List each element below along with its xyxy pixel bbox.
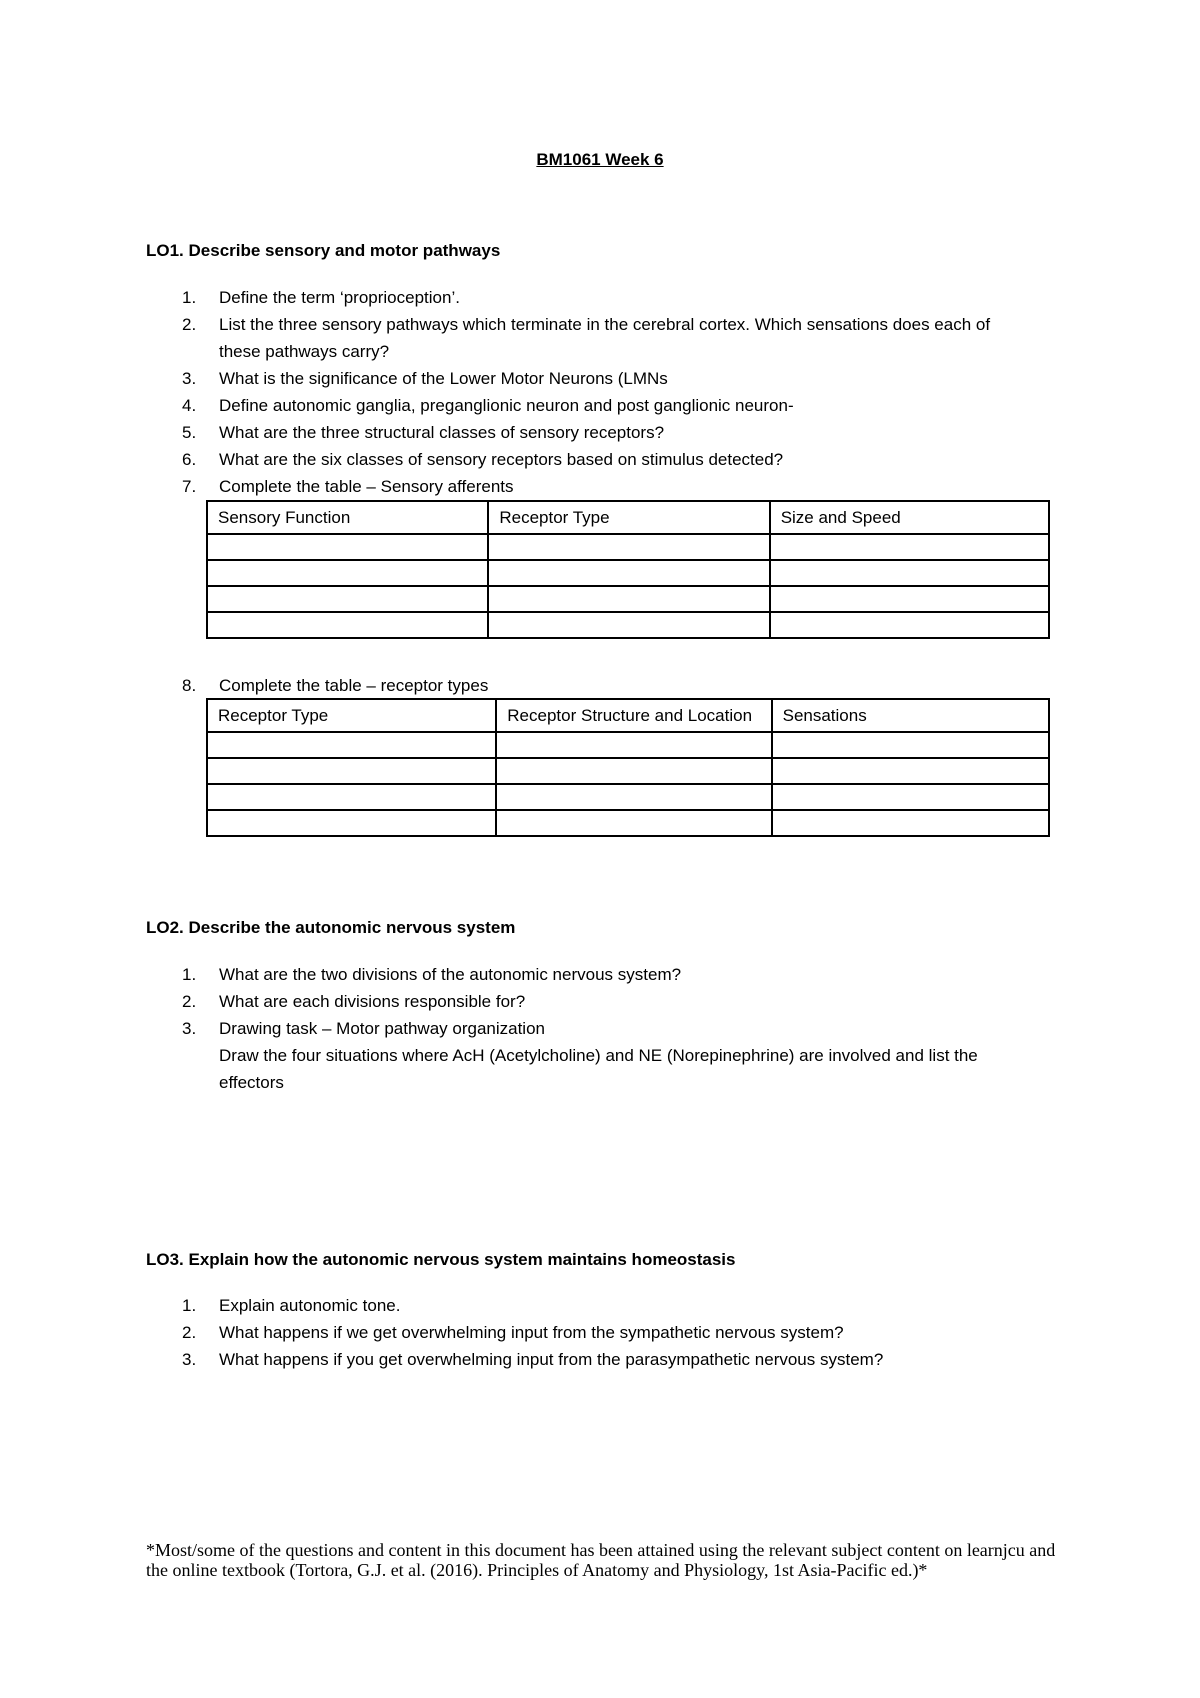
question-text: What are each divisions responsible for? <box>219 992 526 1011</box>
table-row <box>207 810 1049 836</box>
lo2-heading: LO2. Describe the autonomic nervous system <box>146 918 516 937</box>
table-cell[interactable] <box>772 784 1049 810</box>
table-cell[interactable] <box>207 612 488 638</box>
question-text: What happens if we get overwhelming input from the sympathetic nervous system? <box>219 1323 844 1342</box>
question-detail: Draw the four situations where AcH (Acetylcholine) and NE (Norepinephrine) are involved and list the effectors <box>219 1046 978 1092</box>
table-header-cell: Sensory Function <box>207 501 488 534</box>
table-cell[interactable] <box>770 586 1049 612</box>
table-cell[interactable] <box>772 758 1049 784</box>
receptor-types-table <box>206 698 1050 837</box>
question-number: 8. <box>182 676 197 695</box>
question-text: Explain autonomic tone. <box>219 1296 401 1315</box>
list-item <box>146 1319 1046 1346</box>
list-item <box>146 446 1046 473</box>
table-cell[interactable] <box>207 586 488 612</box>
table-row <box>207 534 1049 560</box>
table-header-cell: Sensations <box>772 699 1049 732</box>
list-item <box>146 284 1046 311</box>
table-header-cell: Receptor Type <box>207 699 496 732</box>
question-number: 5. <box>182 423 197 442</box>
sensory-afferents-table <box>206 500 1050 639</box>
lo1-question-list <box>146 284 1046 500</box>
table-row <box>207 784 1049 810</box>
question-number: 4. <box>182 396 197 415</box>
list-item <box>146 1292 1046 1319</box>
question-number: 6. <box>182 450 197 469</box>
list-item <box>146 392 1046 419</box>
question-text: Complete the table – receptor types <box>219 676 489 695</box>
table-cell[interactable] <box>496 758 771 784</box>
lo3-question-list <box>146 1292 1046 1373</box>
table-header-cell: Receptor Type <box>488 501 769 534</box>
question-number: 7. <box>182 477 197 496</box>
table-cell[interactable] <box>207 810 496 836</box>
question-number: 1. <box>182 965 197 984</box>
question-number: 2. <box>182 992 197 1011</box>
table-cell[interactable] <box>488 586 769 612</box>
question-number: 2. <box>182 315 197 334</box>
table-cell[interactable] <box>207 784 496 810</box>
question-text: Complete the table – Sensory afferents <box>219 477 514 496</box>
table-cell[interactable] <box>207 732 496 758</box>
table-cell[interactable] <box>770 560 1049 586</box>
table-cell[interactable] <box>488 612 769 638</box>
list-item <box>146 961 1046 988</box>
table-row <box>207 612 1049 638</box>
question-text: What are the three structural classes of sensory receptors? <box>219 423 665 442</box>
lo2-question-list <box>146 961 1046 1096</box>
table-cell[interactable] <box>488 534 769 560</box>
question-text: What is the significance of the Lower Motor Neurons (LMNs <box>219 369 668 388</box>
list-item <box>146 1015 1046 1096</box>
list-item <box>146 365 1046 392</box>
table-cell[interactable] <box>207 758 496 784</box>
list-item <box>146 419 1046 446</box>
page-title: BM1061 Week 6 <box>536 150 664 169</box>
table-row <box>207 732 1049 758</box>
list-item <box>146 672 1046 699</box>
list-item <box>146 1346 1046 1373</box>
lo1-question-8 <box>146 672 1046 699</box>
table-cell[interactable] <box>207 534 488 560</box>
question-number: 3. <box>182 1019 197 1038</box>
table-cell[interactable] <box>207 560 488 586</box>
question-text: List the three sensory pathways which terminate in the cerebral cortex. Which sensations does each of these pathways carry? <box>219 315 991 361</box>
list-item <box>146 988 1046 1015</box>
list-item <box>146 311 1046 365</box>
question-number: 3. <box>182 1350 197 1369</box>
table-header-cell: Size and Speed <box>770 501 1049 534</box>
table-cell[interactable] <box>496 732 771 758</box>
question-number: 3. <box>182 369 197 388</box>
question-number: 2. <box>182 1323 197 1342</box>
table-row <box>207 758 1049 784</box>
table-row <box>207 586 1049 612</box>
question-text: What are the six classes of sensory receptors based on stimulus detected? <box>219 450 784 469</box>
table-row <box>207 560 1049 586</box>
question-number: 1. <box>182 1296 197 1315</box>
question-text: What happens if you get overwhelming input from the parasympathetic nervous system? <box>219 1350 884 1369</box>
lo1-heading: LO1. Describe sensory and motor pathways <box>146 241 501 260</box>
table-cell[interactable] <box>772 810 1049 836</box>
footer-note: *Most/some of the questions and content in this document has been attained using the relevant subject content on learnjcu and the online textbook (Tortora, G.J. et al. (2016). Principles of Anatomy and Physiology, 1st Asia-Pacific ed.)* <box>146 1540 1056 1580</box>
table-header-cell: Receptor Structure and Location <box>496 699 771 732</box>
question-text: Define autonomic ganglia, preganglionic neuron and post ganglionic neuron- <box>219 396 794 415</box>
question-text: Define the term ‘proprioception’. <box>219 288 460 307</box>
question-number: 1. <box>182 288 197 307</box>
question-text: What are the two divisions of the autonomic nervous system? <box>219 965 682 984</box>
lo3-heading: LO3. Explain how the autonomic nervous system maintains homeostasis <box>146 1250 736 1269</box>
list-item <box>146 473 1046 500</box>
question-text: Drawing task – Motor pathway organization <box>219 1019 545 1038</box>
table-header-row <box>207 501 1049 534</box>
table-cell[interactable] <box>770 612 1049 638</box>
table-header-row <box>207 699 1049 732</box>
table-cell[interactable] <box>496 810 771 836</box>
table-cell[interactable] <box>772 732 1049 758</box>
table-cell[interactable] <box>488 560 769 586</box>
table-cell[interactable] <box>770 534 1049 560</box>
table-cell[interactable] <box>496 784 771 810</box>
